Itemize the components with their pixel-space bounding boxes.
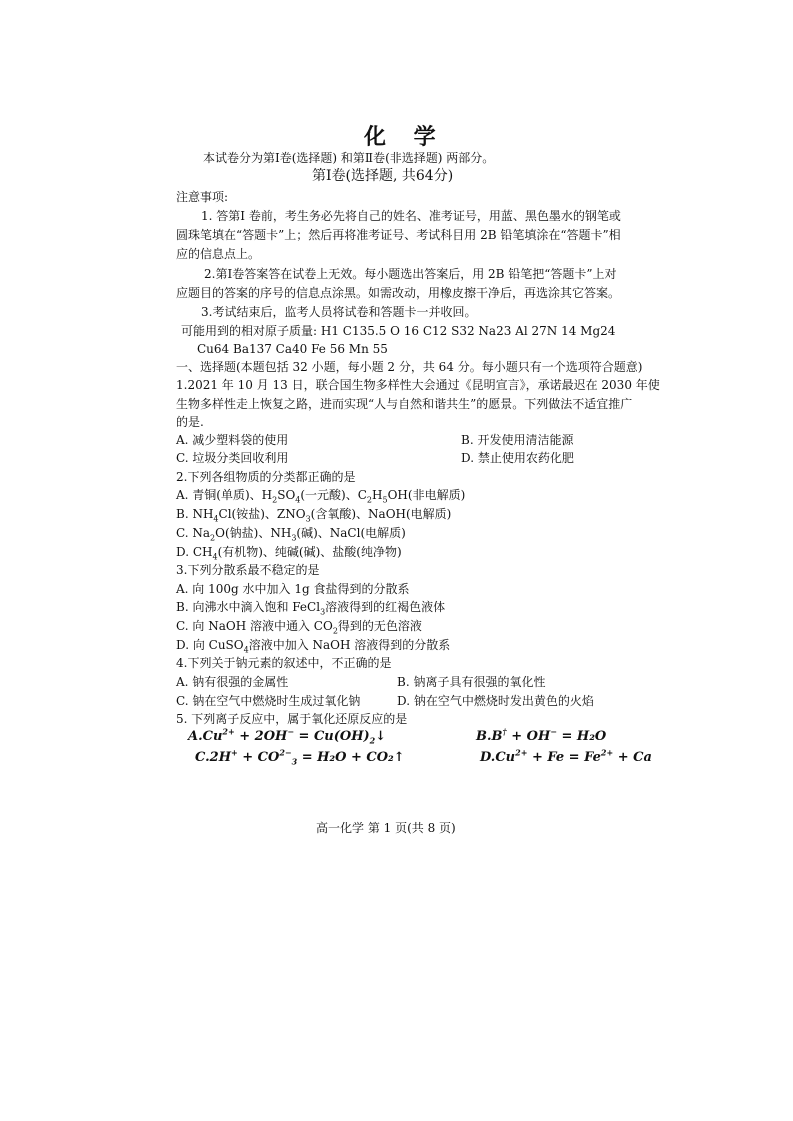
q3-stem: 3.下列分散系最不稳定的是	[176, 563, 320, 577]
q1-stem-line-3: 的是.	[176, 415, 204, 429]
q2-stem: 2.下列各组物质的分类都正确的是	[176, 470, 356, 484]
intro-text: 本试卷分为第Ⅰ卷(选择题) 和第Ⅱ卷(非选择题) 两部分。	[203, 151, 495, 165]
atomic-masses-line-2: Cu64 Ba137 Ca40 Fe 56 Mn 55	[197, 342, 388, 356]
q5-option-d: $D.Cu^{2+} + Fe = Fe^{2+} + Ca$	[480, 747, 652, 765]
q1-option-c: C. 垃圾分类回收利用	[176, 451, 289, 465]
q4-stem: 4.下列关于钠元素的叙述中，不正确的是	[176, 656, 392, 670]
part-heading: 一、选择题(本题包括 32 小题，每小题 2 分，共 64 分。每小题只有一个选项符合题意)	[176, 360, 643, 374]
notes-heading: 注意事项:	[176, 190, 229, 204]
q3-option-c: C. 向 NaOH 溶液中通入 $CO_2$得到的无色溶液	[176, 619, 422, 636]
q2-option-a: A. 青铜(单质)、$H_2SO_4$(一元酸)、$C_2H_5OH$(非电解质)	[176, 488, 466, 505]
q4-option-b: B. 钠离子具有很强的氧化性	[397, 675, 546, 689]
q5-stem: 5. 下列离子反应中，属于氧化还原反应的是	[176, 712, 408, 726]
q4-option-c: C. 钠在空气中燃烧时生成过氧化钠	[176, 694, 361, 708]
exam-title: 化 学	[364, 124, 446, 150]
q1-stem-line-2: 生物多样性走上恢复之路，进而实现“人与自然和谐共生”的愿景。下列做法不适宜推广	[176, 397, 633, 411]
section-heading: 第Ⅰ卷(选择题, 共64分)	[312, 168, 454, 184]
q4-option-a: A. 钠有很强的金属性	[176, 675, 289, 689]
q5-option-c: $C.2H^+ + CO^{2-}_3 = H_2O$ + CO₂↑	[195, 747, 405, 767]
q4-option-d: D. 钠在空气中燃烧时发出黄色的火焰	[397, 694, 594, 708]
q1-stem-line-1: 1.2021 年 10 月 13 日，联合国生物多样性大会通过《昆明宣言》，承诺最迟在 2030 年使	[176, 378, 660, 392]
note-2-line-1: 2.第Ⅰ卷答案答在试卷上无效。每小题选出答案后，用 2B 铅笔把“答题卡”上对	[204, 267, 617, 281]
q3-option-a: A. 向 100g 水中加入 1g 食盐得到的分散系	[176, 582, 410, 596]
atomic-masses-line-1: 可能用到的相对原子质量: H1 C135.5 O 16 C12 S32 Na23 Al 27N 14 Mg24	[181, 324, 616, 338]
q1-option-b: B. 开发使用清洁能源	[461, 433, 574, 447]
note-3: 3.考试结束后，监考人员将试卷和答题卡一并收回。	[201, 305, 477, 319]
note-2-line-2: 应题目的答案的序号的信息点涂黑。如需改动，用橡皮擦干净后，再选涂其它答案。	[176, 286, 621, 300]
q5-option-b: B.B† + OH− = H₂O	[476, 726, 607, 744]
q1-option-a: A. 减少塑料袋的使用	[176, 433, 289, 447]
q2-option-b: B. $NH_4Cl$(铵盐)、$ZNO_3$(含氧酸)、NaOH(电解质)	[176, 507, 452, 524]
q2-option-c: C. $Na_2O$(钠盐)、$NH_3$(碱)、NaCl(电解质)	[176, 526, 406, 543]
page-footer: 高一化学 第 1 页(共 8 页)	[316, 821, 456, 835]
q5-option-a: $A.Cu^{2+} + 2OH^-$ = $Cu(OH)_2↓$	[188, 726, 387, 746]
q3-option-d: D. 向 CuSO$_4$溶液中加入 NaOH 溶液得到的分散系	[176, 638, 451, 655]
q2-option-d: D. $CH_4$(有机物)、纯碱(碱)、盐酸(纯净物)	[176, 545, 402, 562]
q3-option-b: B. 向沸水中滴入饱和 FeCl$_3$溶液得到的红褐色液体	[176, 600, 446, 617]
note-1-line-1: 1. 答第Ⅰ 卷前，考生务必先将自己的姓名、准考证号，用蓝、黑色墨水的钢笔或	[201, 209, 621, 223]
q1-option-d: D. 禁止使用农药化肥	[461, 451, 574, 465]
note-1-line-3: 应的信息点上。	[176, 247, 261, 261]
note-1-line-2: 圆珠笔填在“答题卡”上；然后再将准考证号、考试科目用 2B 铅笔填涂在“答题卡”相	[176, 228, 621, 242]
